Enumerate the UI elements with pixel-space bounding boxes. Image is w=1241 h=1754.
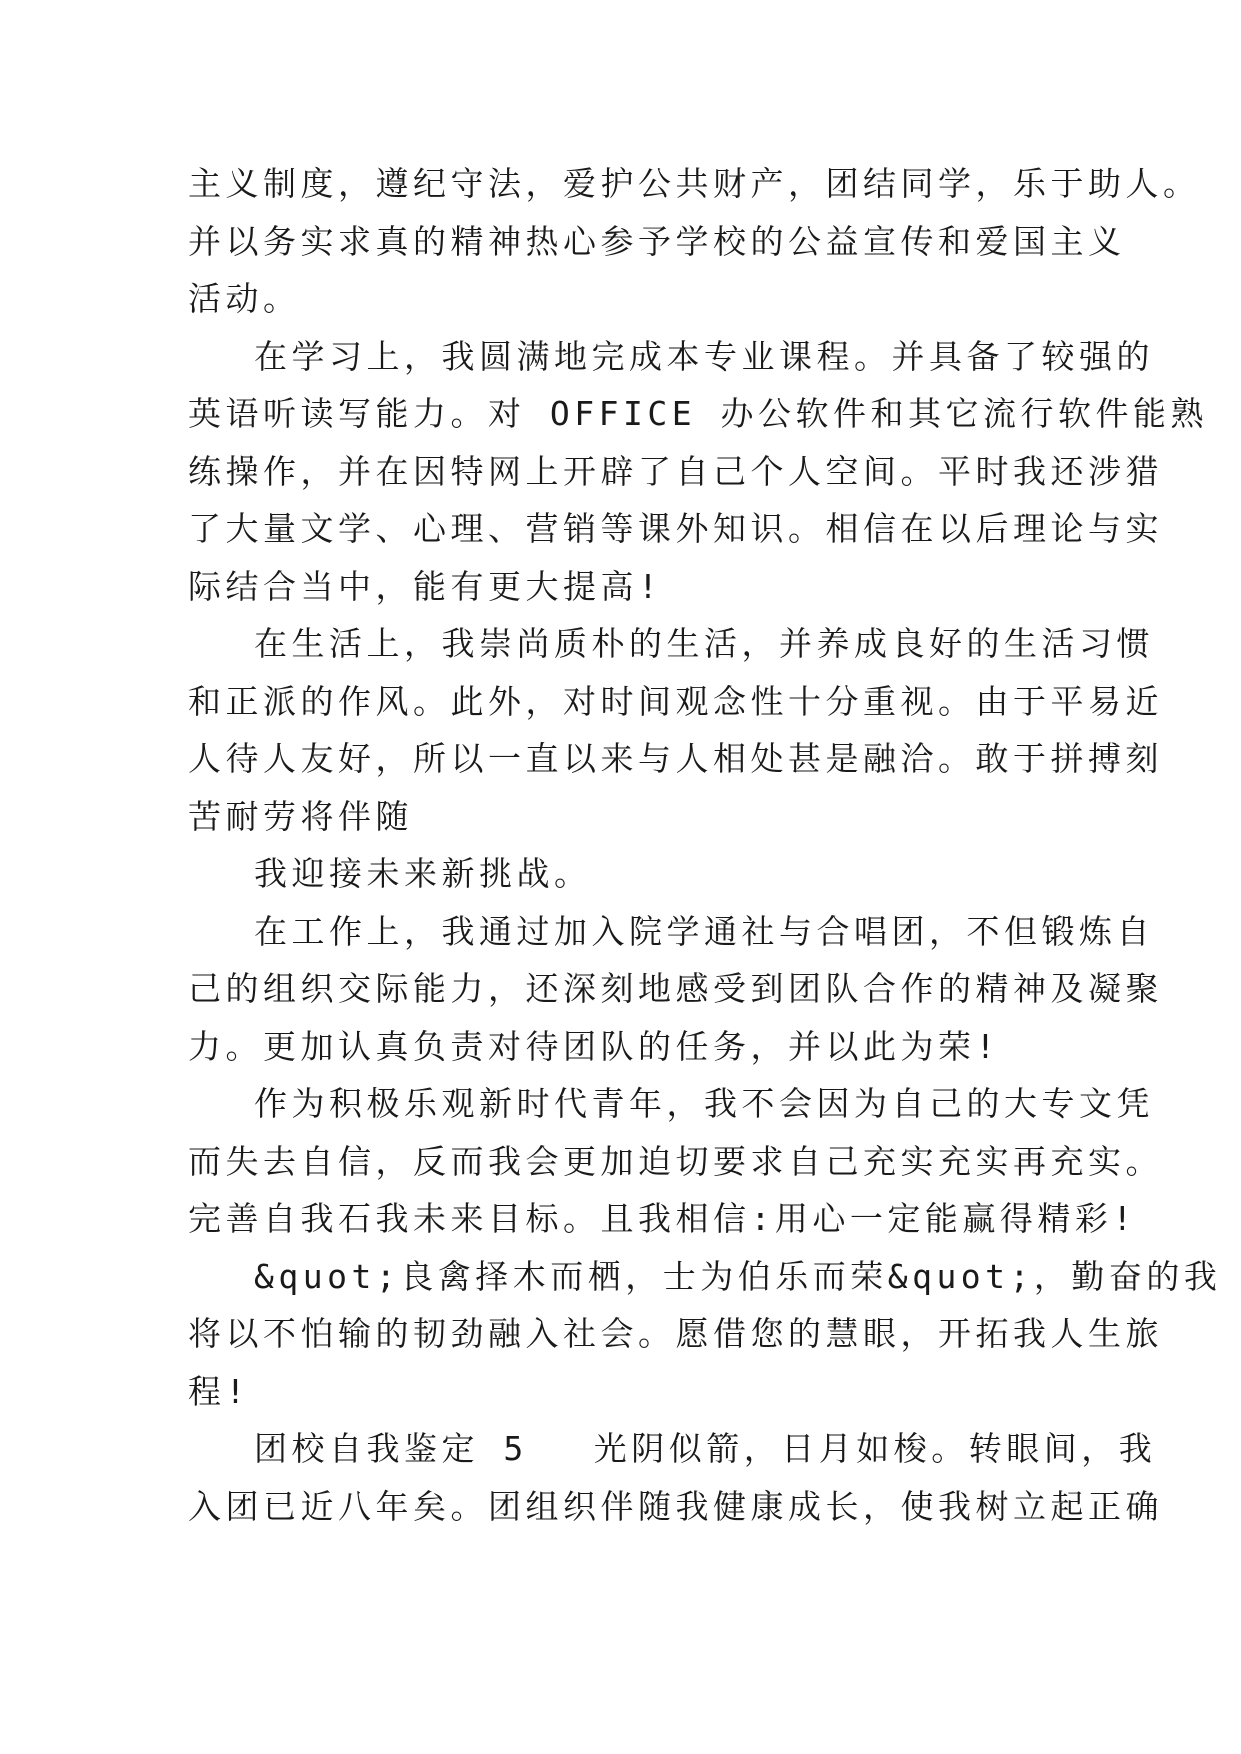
text-line: 程! (188, 1371, 250, 1411)
text-line: 主义制度，遵纪守法，爱护公共财产，团结同学，乐于助人。 (188, 164, 1201, 203)
text-line: 将以不怕输的韧劲融入社会。愿借您的慧眼，开拓我人生旅 (188, 1314, 1163, 1353)
paragraph-conduct (188, 155, 1201, 328)
text-line: 己的组织交际能力，还深刻地感受到团队合作的精神及凝聚 (188, 969, 1163, 1008)
document-body (188, 155, 1222, 1535)
text-line: 入团已近八年矣。团组织伴随我健康成长，使我树立起正确 (188, 1486, 1163, 1526)
text-line: 在工作上，我通过加入院学通社与合唱团，不但锻炼自 (254, 911, 1154, 951)
section-heading: 团校自我鉴定 5 (254, 1429, 528, 1468)
text-line: 和正派的作风。此外，对时间观念性十分重视。由于平易近 (188, 681, 1163, 721)
text-line: 作为积极乐观新时代青年，我不会因为自己的大专文凭 (254, 1084, 1154, 1123)
text-line: 际结合当中，能有更大提高! (188, 566, 663, 606)
text-line: 完善自我石我未来目标。且我相信:用心一定能赢得精彩! (188, 1199, 1137, 1238)
paragraph-challenge (188, 845, 1078, 903)
text-line: 力。更加认真负责对待团队的任务，并以此为荣! (188, 1026, 1000, 1066)
text-line: 练操作，并在因特网上开辟了自己个人空间。平时我还涉猎 (188, 451, 1163, 491)
text-line: 活动。 (188, 279, 301, 318)
text-line: 光阴似箭，日月如梭。转眼间，我 (593, 1429, 1157, 1468)
paragraph-study (188, 328, 1208, 616)
section-first-line (188, 1420, 1157, 1478)
text-line: 在学习上，我圆满地完成本专业课程。并具备了较强的 (254, 336, 1154, 376)
text-line: 了大量文学、心理、营销等课外知识。相信在以后理论与实 (188, 509, 1163, 548)
text-line: 而失去自信，反而我会更加迫切要求自己充实充实再充实。 (188, 1141, 1163, 1181)
text-line: 在生活上，我崇尚质朴的生活，并养成良好的生活习惯 (254, 624, 1154, 663)
paragraph-work (188, 903, 1163, 1076)
paragraph-section-5 (188, 1420, 1163, 1535)
paragraph-life (188, 615, 1163, 845)
text-line: 我迎接未来新挑战。 (254, 854, 592, 893)
text-line: 并以务实求真的精神热心参予学校的公益宣传和爱国主义 (188, 221, 1126, 261)
text-line: 人待人友好，所以一直以来与人相处甚是融洽。敢于拼搏刻 (188, 739, 1163, 778)
paragraph-confidence (188, 1075, 1163, 1248)
text-line: &quot;良禽择木而栖，士为伯乐而荣&quot;，勤奋的我 (254, 1256, 1222, 1296)
text-line: 英语听读写能力。对 OFFICE 办公软件和其它流行软件能熟 (188, 394, 1208, 433)
paragraph-quote (188, 1248, 1222, 1421)
text-line: 苦耐劳将伴随 (188, 796, 413, 836)
